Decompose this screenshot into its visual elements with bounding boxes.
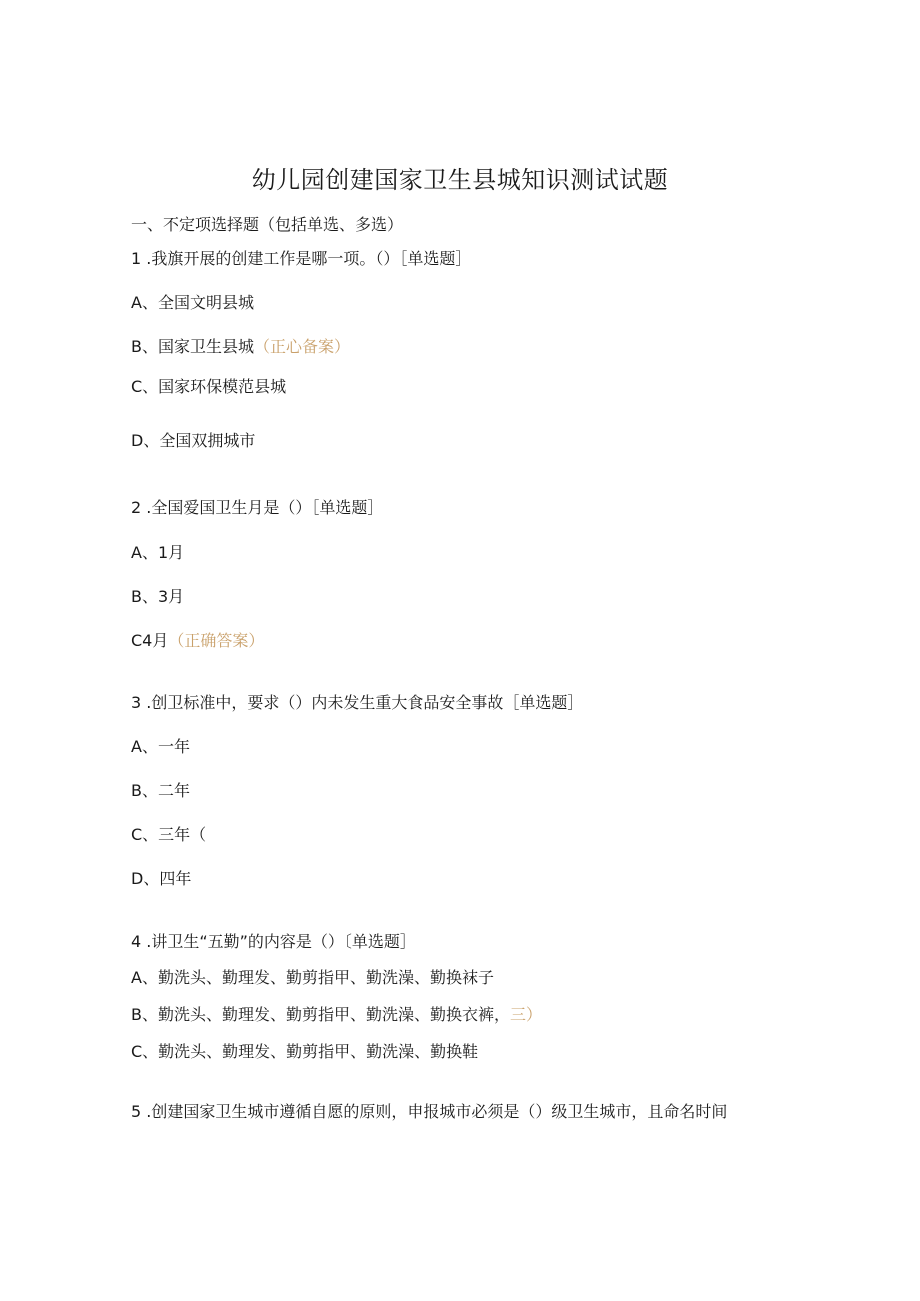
question-stem: 3 .创卫标准中，要求（）内未发生重大食品安全事故［单选题］ — [131, 693, 584, 712]
answer-mark: 三） — [509, 1005, 542, 1024]
page-title: 幼儿园创建国家卫生县城知识测试试题 — [251, 166, 669, 194]
option-item: C、勤洗头、勤理发、勤剪指甲、勤洗澡、勤换鞋 — [131, 1042, 479, 1061]
option-item: A、勤洗头、勤理发、勤剪指甲、勤洗澡、勤换袜子 — [131, 968, 494, 987]
option-item: A、一年 — [131, 737, 190, 756]
option-item: B、二年 — [131, 781, 190, 800]
section-heading: 一、不定项选择题（包括单选、多选） — [131, 215, 404, 234]
answer-mark: （正确答案） — [168, 631, 265, 650]
question-stem: 4 .讲卫生“五勤”的内容是（）〔单选题］ — [131, 932, 416, 951]
question-stem: 1 .我旗开展的创建工作是哪一项。（）［单选题］ — [131, 249, 472, 268]
option-item: B、国家卫生县城（正心备案） — [131, 337, 350, 356]
question-stem: 5 .创建国家卫生城市遵循自愿的原则，申报城市必须是（）级卫生城市，且命名时间 — [131, 1102, 728, 1121]
option-item: C4月（正确答案） — [131, 631, 265, 650]
option-item: D、四年 — [131, 869, 192, 888]
option-item: C、国家环保模范县城 — [131, 377, 287, 396]
option-item: B、3月 — [131, 587, 185, 606]
option-item: B、勤洗头、勤理发、勤剪指甲、勤洗澡、勤换衣裤，三） — [131, 1005, 542, 1024]
question-stem: 2 .全国爱国卫生月是（）［单选题］ — [131, 498, 384, 517]
option-item: A、全国文明县城 — [131, 293, 254, 312]
option-item: D、全国双拥城市 — [131, 431, 256, 450]
option-item: C、三年（ — [131, 825, 207, 844]
answer-mark: （正心备案） — [253, 337, 350, 356]
option-item: A、1月 — [131, 543, 185, 562]
